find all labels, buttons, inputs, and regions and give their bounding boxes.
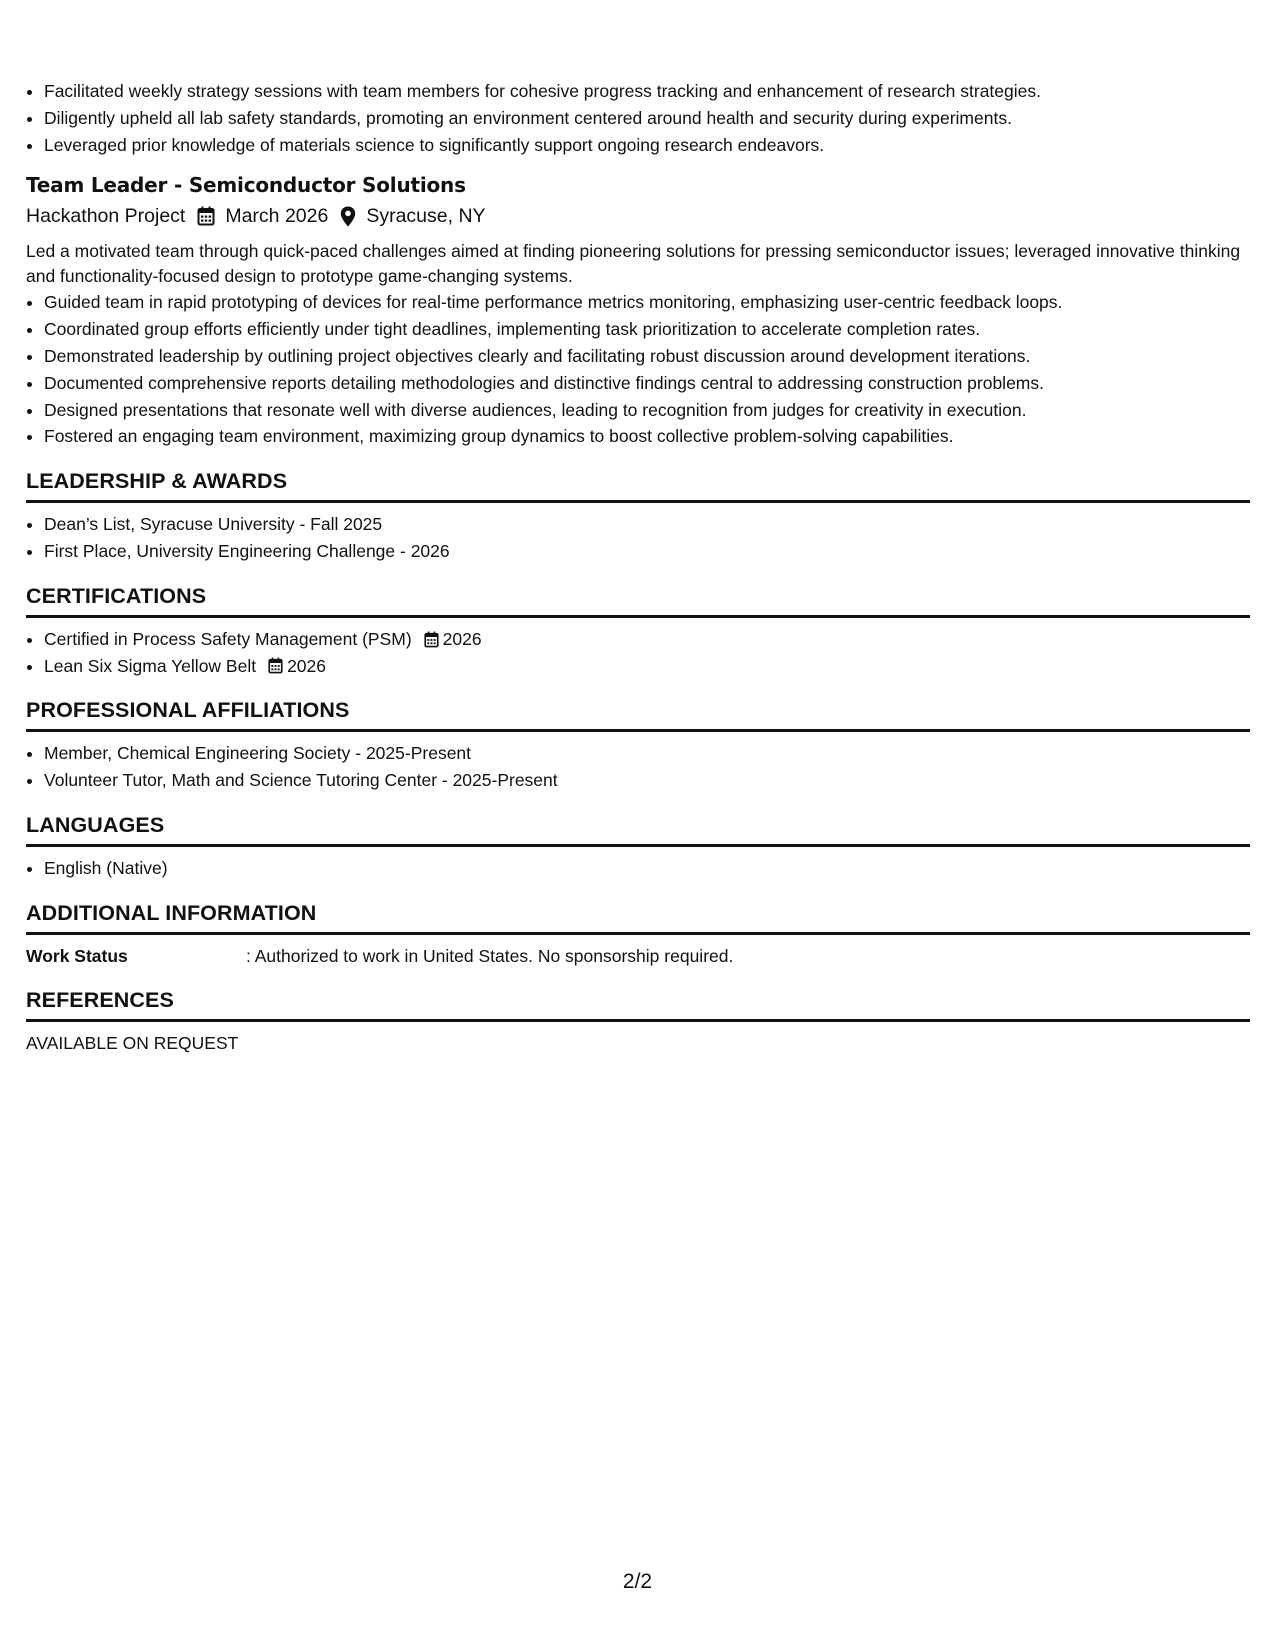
calendar-icon (197, 206, 215, 226)
work-status-row (26, 943, 1250, 969)
list-item: • Fostered an engaging team environment, maximizing group dynamics to boost collective problem-solving capabilities. (44, 423, 1250, 450)
list-item: • Volunteer Tutor, Math and Science Tutoring Center - 2025-Present (44, 767, 1250, 794)
certification-name: • Certified in Process Safety Management (PSM) (44, 628, 412, 649)
section-title: PROFESSIONAL AFFILIATIONS (26, 698, 350, 723)
work-status-label: Work Status (26, 945, 128, 966)
section-certifications (26, 583, 1250, 680)
entry-description: Led a motivated team through quick-paced challenges aimed at finding pioneering solutions for pressing semiconductor issues; leveraged innovative thinking and functionality-focused design to prototype game-changing systems. (26, 241, 1241, 287)
list-item: • Designed presentations that resonate well with diverse audiences, leading to recognition from judges for creativity in execution. (44, 397, 1250, 424)
section-divider (26, 500, 1250, 503)
previous-entry-bullets (26, 78, 1250, 158)
calendar-icon (268, 657, 283, 674)
list-item (44, 626, 1250, 653)
section-divider (26, 932, 1250, 935)
list-item: • Documented comprehensive reports detailing methodologies and distinctive findings central to addressing construction problems. (44, 370, 1250, 397)
section-affiliations (26, 697, 1250, 794)
list-item: • Coordinated group efforts efficiently under tight deadlines, implementing task prioritization to accelerate completion rates. (44, 316, 1250, 343)
section-title: LANGUAGES (26, 812, 165, 837)
section-leadership (26, 468, 1250, 565)
resume-page (26, 70, 1250, 1056)
section-divider (26, 1019, 1250, 1022)
section-title: CERTIFICATIONS (26, 583, 207, 608)
entry-organization: Hackathon Project (26, 205, 186, 228)
section-languages (26, 812, 1250, 882)
section-divider (26, 844, 1250, 847)
section-divider (26, 729, 1250, 732)
list-item (44, 653, 1250, 680)
section-title: ADDITIONAL INFORMATION (26, 900, 317, 925)
entry-date: March 2026 (225, 205, 329, 228)
entry-meta (26, 203, 1250, 229)
list-item: • English (Native) (44, 855, 1250, 882)
certification-year: 2026 (287, 655, 327, 676)
entry-location: Syracuse, NY (366, 205, 486, 228)
entry-bullets (26, 289, 1250, 450)
certification-year: 2026 (442, 628, 482, 649)
section-divider (26, 615, 1250, 618)
section-title: REFERENCES (26, 987, 174, 1012)
work-status-value: : Authorized to work in United States. No sponsorship required. (246, 945, 734, 966)
map-pin-icon (340, 206, 356, 227)
list-item: • Dean’s List, Syracuse University - Fall 2025 (44, 511, 1250, 538)
list-item: • Facilitated weekly strategy sessions with team members for cohesive progress tracking and enhancement of research strategies. (44, 78, 1250, 105)
section-title: LEADERSHIP & AWARDS (26, 469, 288, 494)
references-text: AVAILABLE ON REQUEST (26, 1032, 239, 1053)
section-references (26, 987, 1250, 1056)
calendar-icon (424, 631, 439, 648)
list-item: • Leveraged prior knowledge of materials science to significantly support ongoing research endeavors. (44, 132, 1250, 159)
list-item: • First Place, University Engineering Challenge - 2026 (44, 538, 1250, 565)
list-item: • Diligently upheld all lab safety standards, promoting an environment centered around health and security during experiments. (44, 105, 1250, 132)
entry-title: Team Leader - Semiconductor Solutions (26, 173, 466, 198)
certification-name: • Lean Six Sigma Yellow Belt (44, 655, 257, 676)
section-additional-information (26, 900, 1250, 969)
list-item: • Member, Chemical Engineering Society - 2025-Present (44, 740, 1250, 767)
page-number: 2/2 (622, 1570, 653, 1593)
list-item: • Guided team in rapid prototyping of devices for real-time performance metrics monitoring, emphasizing user-centric feedback loops. (44, 289, 1250, 316)
list-item: • Demonstrated leadership by outlining project objectives clearly and facilitating robust discussion around development iterations. (44, 343, 1250, 370)
